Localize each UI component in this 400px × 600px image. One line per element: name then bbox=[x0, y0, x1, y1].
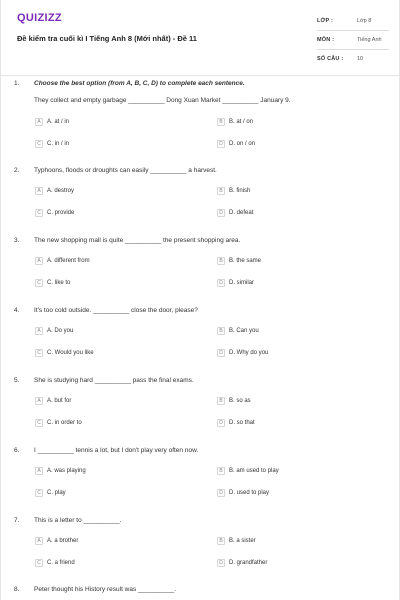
option-c[interactable] bbox=[35, 208, 74, 218]
question-text: The new shopping mall is quite __________ the present shopping area. bbox=[34, 237, 241, 244]
question-number: 6. bbox=[14, 447, 20, 454]
option-letter-box: A bbox=[35, 467, 43, 475]
option-text: C. a friend bbox=[47, 560, 75, 566]
option-text: C. like to bbox=[47, 280, 71, 286]
option-c[interactable] bbox=[35, 278, 70, 288]
option-text: B. Can you bbox=[229, 328, 259, 334]
option-letter-box: A bbox=[35, 397, 43, 405]
question-number: 5. bbox=[14, 377, 20, 384]
option-b[interactable] bbox=[217, 117, 253, 127]
option-letter-box: A bbox=[35, 118, 43, 126]
option-letter-box: C bbox=[35, 489, 43, 497]
option-text: A. but for bbox=[47, 398, 72, 404]
option-d[interactable] bbox=[217, 418, 255, 428]
option-text: D. similar bbox=[229, 280, 254, 286]
option-letter-box: B bbox=[217, 187, 225, 195]
worksheet-header bbox=[1, 0, 400, 70]
option-letter-box: A bbox=[35, 537, 43, 545]
option-text: D. defeat bbox=[229, 210, 254, 216]
option-text: D. on / on bbox=[229, 141, 256, 147]
option-text: D. so that bbox=[229, 420, 255, 426]
question-number: 2. bbox=[14, 167, 20, 174]
option-d[interactable] bbox=[217, 488, 269, 498]
option-a[interactable] bbox=[35, 326, 73, 336]
option-b[interactable] bbox=[217, 326, 259, 336]
meta-value: Tiếng Anh bbox=[357, 37, 382, 43]
option-text: C. provide bbox=[47, 210, 75, 216]
option-text: A. Do you bbox=[47, 328, 74, 334]
question-text: Typhoons, floods or droughts can easily __________ a harvest. bbox=[34, 167, 217, 174]
option-text: C. in order to bbox=[47, 420, 82, 426]
option-d[interactable] bbox=[217, 278, 254, 288]
meta-value: 10 bbox=[357, 56, 364, 62]
option-letter-box: C bbox=[35, 140, 43, 148]
question-number: 4. bbox=[14, 307, 20, 314]
option-text: B. the same bbox=[229, 258, 262, 264]
option-text: B. at / on bbox=[229, 119, 254, 125]
option-d[interactable] bbox=[217, 208, 253, 218]
option-letter-box: D bbox=[217, 209, 225, 217]
meta-label: MÔN : bbox=[317, 37, 335, 43]
option-letter-box: D bbox=[217, 140, 225, 148]
option-a[interactable] bbox=[35, 536, 78, 546]
option-text: B. am used to play bbox=[229, 468, 279, 474]
option-letter-box: A bbox=[35, 257, 43, 265]
option-b[interactable] bbox=[217, 466, 279, 476]
option-text: A. at / in bbox=[47, 119, 70, 125]
option-text: A. a brother bbox=[47, 538, 79, 544]
option-d[interactable] bbox=[217, 139, 255, 149]
question-text: I __________ tennis a lot, but I don't play very often now. bbox=[34, 447, 199, 454]
option-text: C. in / in bbox=[47, 141, 70, 147]
option-text: B. finish bbox=[229, 188, 251, 194]
question-number: 7. bbox=[14, 517, 20, 524]
option-a[interactable] bbox=[35, 186, 74, 196]
option-text: A. different from bbox=[47, 258, 90, 264]
option-letter-box: D bbox=[217, 559, 225, 567]
option-b[interactable] bbox=[217, 396, 251, 406]
option-c[interactable] bbox=[35, 558, 75, 568]
option-a[interactable] bbox=[35, 396, 71, 406]
option-letter-box: A bbox=[35, 187, 43, 195]
option-letter-box: C bbox=[35, 559, 43, 567]
question-number: 1. bbox=[14, 80, 20, 87]
meta-row-count bbox=[317, 50, 389, 68]
option-letter-box: B bbox=[217, 118, 225, 126]
option-letter-box: D bbox=[217, 349, 225, 357]
option-c[interactable] bbox=[35, 488, 66, 498]
option-text: D. Why do you bbox=[229, 350, 269, 356]
worksheet-title: Đề kiểm tra cuối kì I Tiếng Anh 8 (Mới nhất) - Đề 11 bbox=[17, 34, 197, 43]
option-letter-box: B bbox=[217, 257, 225, 265]
meta-row-class bbox=[317, 12, 389, 31]
option-letter-box: B bbox=[217, 327, 225, 335]
option-c[interactable] bbox=[35, 139, 69, 149]
option-d[interactable] bbox=[217, 348, 268, 358]
meta-label: SỐ CÂU : bbox=[317, 56, 344, 62]
option-letter-box: D bbox=[217, 489, 225, 497]
option-text: A. destroy bbox=[47, 188, 75, 194]
option-letter-box: C bbox=[35, 279, 43, 287]
option-b[interactable] bbox=[217, 536, 256, 546]
option-letter-box: B bbox=[217, 397, 225, 405]
meta-value: Lớp 8 bbox=[357, 18, 372, 24]
option-letter-box: C bbox=[35, 419, 43, 427]
option-a[interactable] bbox=[35, 117, 69, 127]
option-text: D. used to play bbox=[229, 490, 270, 496]
question-text: She is studying hard __________ pass the final exams. bbox=[34, 377, 194, 384]
option-b[interactable] bbox=[217, 186, 250, 196]
question-number: 3. bbox=[14, 237, 20, 244]
option-a[interactable] bbox=[35, 466, 86, 476]
option-b[interactable] bbox=[217, 256, 261, 266]
option-text: C. Would you like bbox=[47, 350, 94, 356]
question-text: It's too cold outside. __________ close the door, please? bbox=[34, 307, 198, 314]
option-letter-box: B bbox=[217, 467, 225, 475]
option-letter-box: C bbox=[35, 349, 43, 357]
option-letter-box: D bbox=[217, 419, 225, 427]
option-text: D. grandfather bbox=[229, 560, 268, 566]
meta-box bbox=[317, 12, 389, 68]
instruction-text: Choose the best option (from A, B, C, D) to complete each sentence. bbox=[34, 80, 245, 87]
header-divider bbox=[1, 75, 400, 76]
question-text: They collect and empty garbage __________ Dong Xuan Market __________ January 9. bbox=[34, 97, 291, 104]
option-text: A. was playing bbox=[47, 468, 86, 474]
question-number: 8. bbox=[14, 586, 20, 593]
meta-label: LỚP : bbox=[317, 18, 333, 24]
option-c[interactable] bbox=[35, 418, 82, 428]
option-letter-box: D bbox=[217, 279, 225, 287]
question-text: This is a letter to __________. bbox=[34, 517, 122, 524]
option-d[interactable] bbox=[217, 558, 267, 568]
option-letter-box: B bbox=[217, 537, 225, 545]
option-letter-box: C bbox=[35, 209, 43, 217]
meta-row-subject bbox=[317, 31, 389, 50]
option-a[interactable] bbox=[35, 256, 90, 266]
option-text: C. play bbox=[47, 490, 66, 496]
option-text: B. a sister bbox=[229, 538, 256, 544]
option-letter-box: A bbox=[35, 327, 43, 335]
option-text: B. so as bbox=[229, 398, 251, 404]
question-text: Peter thought his History result was __________. bbox=[34, 586, 177, 593]
quizizz-logo: QUIZIZZ bbox=[17, 12, 62, 24]
option-c[interactable] bbox=[35, 348, 94, 358]
